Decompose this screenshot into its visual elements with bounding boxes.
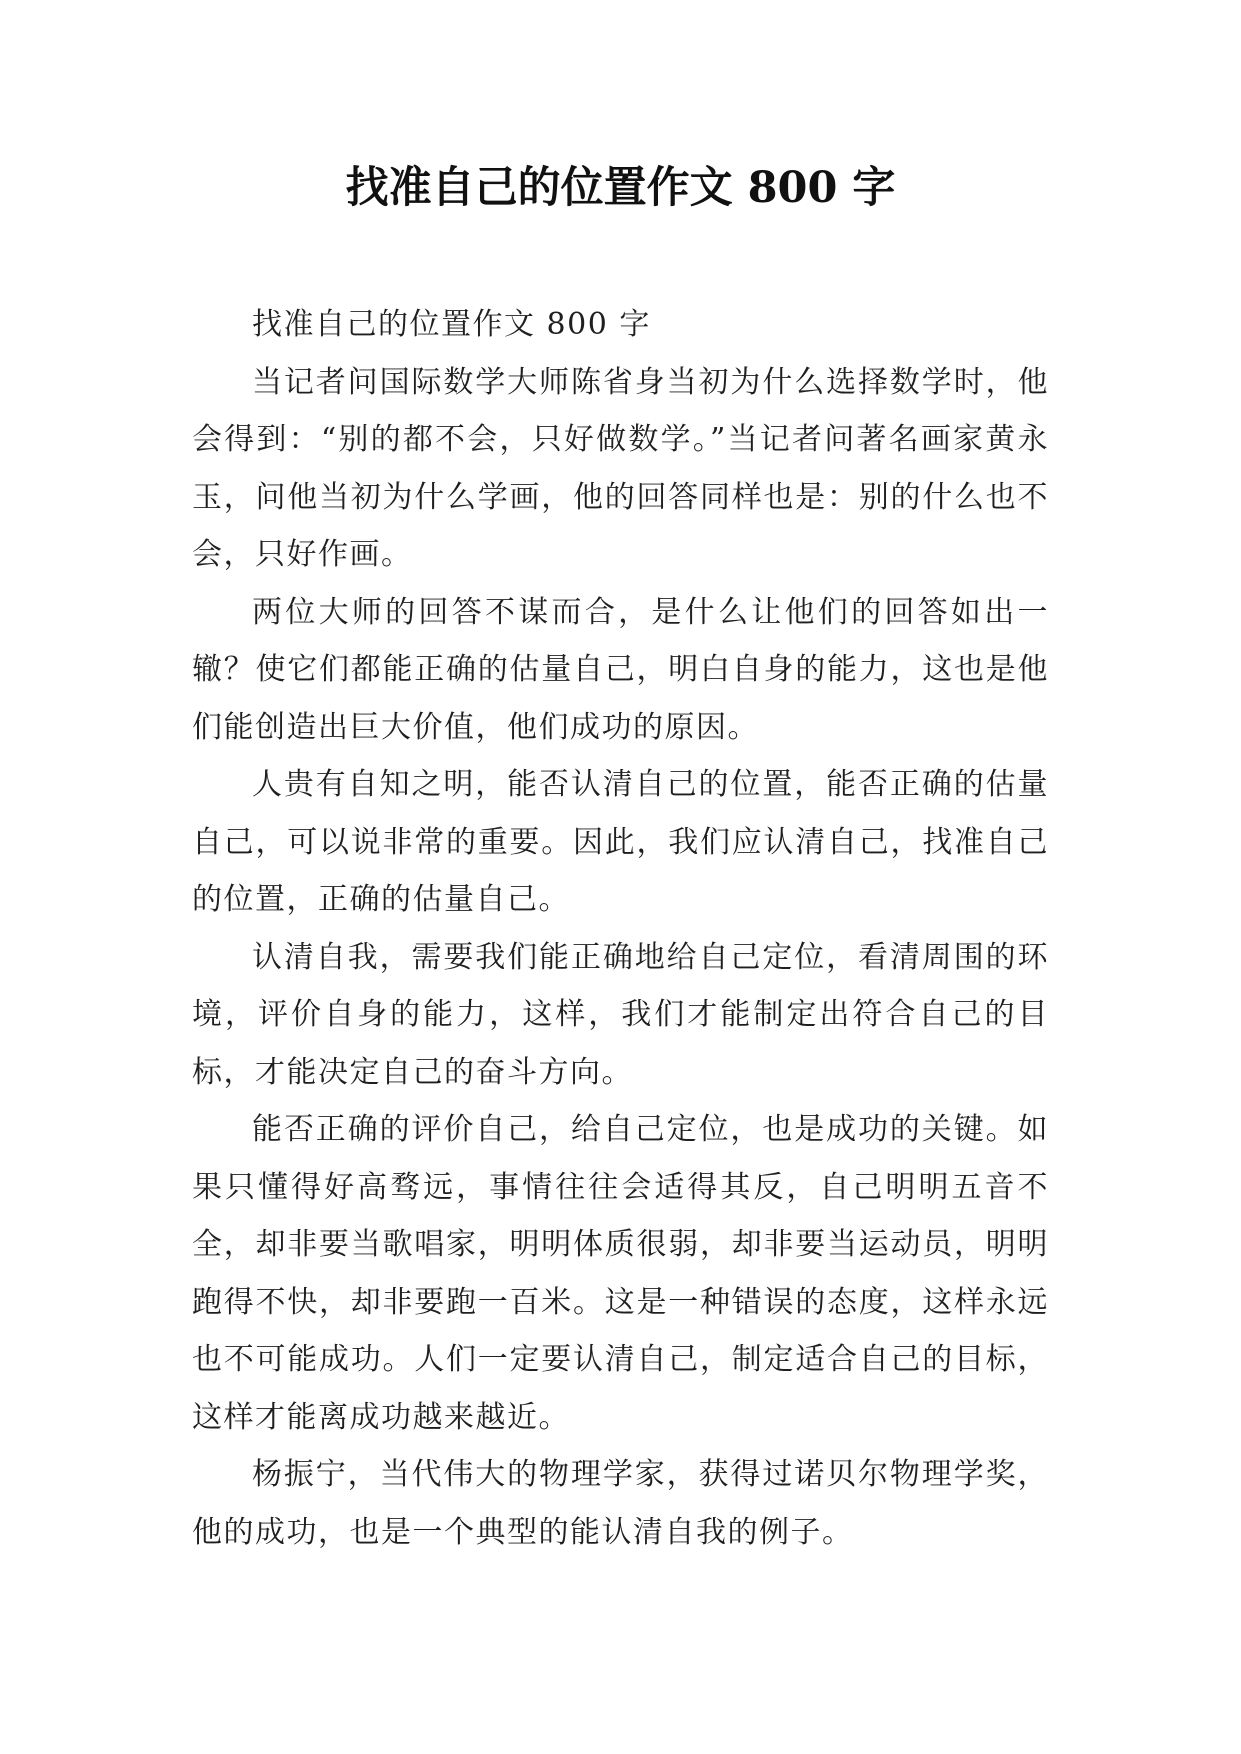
paragraph: 当记者问国际数学大师陈省身当初为什么选择数学时，他会得到：“别的都不会，只好做数学。”当记者问著名画家黄永玉，问他当初为什么学画，他的回答同样也是：别的什么也不会，只好作画。: [192, 364, 1049, 572]
paragraph: 杨振宁，当代伟大的物理学家，获得过诺贝尔物理学奖，他的成功，也是一个典型的能认清自我的例子。: [192, 1457, 1049, 1550]
paragraph-subtitle: 找准自己的位置作文 800 字: [252, 307, 651, 342]
document-title: 找准自己的位置作文 800 字: [345, 163, 896, 213]
paragraph: 能否正确的评价自己，给自己定位，也是成功的关键。如果只懂得好高骛远，事情往往会适得其反，自己明明五音不全，却非要当歌唱家，明明体质很弱，却非要当运动员，明明跑得不快，却非要跑一百米。这是一种错误的态度，这样永远也不可能成功。人们一定要认清自己，制定适合自己的目标，这样才能离成功越来越近。: [192, 1112, 1049, 1435]
paragraph: 人贵有自知之明，能否认清自己的位置，能否正确的估量自己，可以说非常的重要。因此，我们应认清自己，找准自己的位置，正确的估量自己。: [192, 767, 1049, 917]
paragraph: 认清自我，需要我们能正确地给自己定位，看清周围的环境，评价自身的能力，这样，我们才能制定出符合自己的目标，才能决定自己的奋斗方向。: [192, 939, 1049, 1090]
document-body: [192, 296, 1049, 1561]
paragraph: 两位大师的回答不谋而合，是什么让他们的回答如出一辙？使它们都能正确的估量自己，明白自身的能力，这也是他们能创造出巨大价值，他们成功的原因。: [192, 594, 1049, 745]
